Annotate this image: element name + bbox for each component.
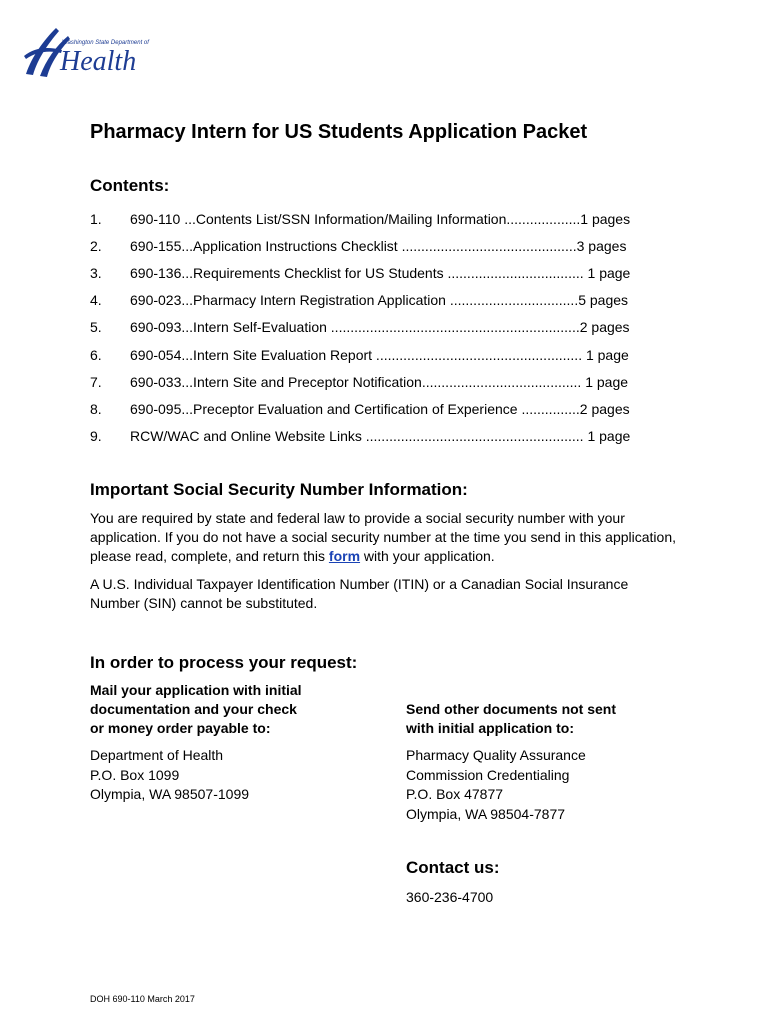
item-number: 1. xyxy=(90,210,102,227)
form-footer: DOH 690-110 March 2017 xyxy=(90,994,195,1004)
ssn-form-link[interactable]: form xyxy=(328,548,361,564)
contents-item xyxy=(90,314,670,341)
item-number: 2. xyxy=(90,237,102,254)
ssn-paragraph xyxy=(90,509,680,566)
item-number: 7. xyxy=(90,373,102,390)
address-line: Olympia, WA 98507-1099 xyxy=(90,786,250,802)
contents-item xyxy=(90,287,670,314)
address-line: P.O. Box 47877 xyxy=(406,786,504,802)
mail-address xyxy=(90,746,249,805)
contact-phone: 360-236-4700 xyxy=(406,889,494,905)
contact-heading: Contact us: xyxy=(406,858,500,877)
address-line: Department of Health xyxy=(90,747,224,763)
logo-health-text: Health xyxy=(60,46,137,77)
address-line: Commission Credentialing xyxy=(406,766,570,783)
item-number: 5. xyxy=(90,319,102,336)
contents-item xyxy=(90,341,670,368)
item-text: 690-033...Intern Site and Preceptor Notification......................................... 1 page xyxy=(130,373,629,390)
label-line: Mail your application with initial xyxy=(90,682,302,698)
process-heading: In order to process your request: xyxy=(90,653,358,672)
contents-item xyxy=(90,205,670,232)
ssn-text-after: with your application. xyxy=(360,548,495,564)
item-text: 690-093...Intern Self-Evaluation ................................................................2 pages xyxy=(130,319,630,336)
address-line: Olympia, WA 98504-7877 xyxy=(406,805,566,822)
item-text: 690-095...Preceptor Evaluation and Certification of Experience ...............2 pages xyxy=(130,400,630,417)
contents-heading: Contents: xyxy=(90,176,170,195)
item-number: 4. xyxy=(90,292,102,309)
other-documents-address xyxy=(406,746,586,824)
contents-item xyxy=(90,368,670,395)
itin-paragraph: A U.S. Individual Taxpayer Identification Number (ITIN) or a Canadian Social Insurance Number (SIN) cannot be substituted. xyxy=(90,576,629,611)
mail-instructions-label xyxy=(90,681,302,738)
label-line: with initial application to: xyxy=(406,720,574,736)
item-text: 690-023...Pharmacy Intern Registration Application .................................5 pages xyxy=(130,292,629,309)
doh-logo xyxy=(22,26,149,80)
address-line: Pharmacy Quality Assurance xyxy=(406,747,586,763)
item-text: RCW/WAC and Online Website Links ........................................................ 1 page xyxy=(130,428,631,445)
ssn-heading: Important Social Security Number Information: xyxy=(90,480,468,499)
item-number: 9. xyxy=(90,428,102,445)
item-text: 690-155...Application Instructions Checklist .............................................3 pages xyxy=(130,237,627,254)
item-number: 6. xyxy=(90,346,102,363)
ssn-text-before: You are required by state and federal law to provide a social security number with your application. If you do not have a social security number at the time you send in this application, please read, complete, and return this xyxy=(90,510,677,564)
other-documents-label xyxy=(406,700,616,738)
contents-item xyxy=(90,259,670,286)
item-number: 3. xyxy=(90,264,102,281)
item-text: 690-110 ...Contents List/SSN Information/Mailing Information...................1 pages xyxy=(130,210,631,227)
contents-item xyxy=(90,395,670,422)
page-title: Pharmacy Intern for US Students Application Packet xyxy=(90,121,588,143)
logo-small-text: Washington State Department of xyxy=(62,40,149,46)
label-line: documentation and your check xyxy=(90,701,297,717)
item-text: 690-136...Requirements Checklist for US Students ................................... 1 page xyxy=(130,264,631,281)
label-line: Send other documents not sent xyxy=(406,701,617,717)
item-text: 690-054...Intern Site Evaluation Report ..................................................... 1 page xyxy=(130,346,629,363)
label-line: or money order payable to: xyxy=(90,720,271,736)
contents-list xyxy=(90,205,670,450)
contents-item xyxy=(90,423,670,450)
address-line: P.O. Box 1099 xyxy=(90,766,180,783)
item-number: 8. xyxy=(90,400,102,417)
contents-item xyxy=(90,232,670,259)
